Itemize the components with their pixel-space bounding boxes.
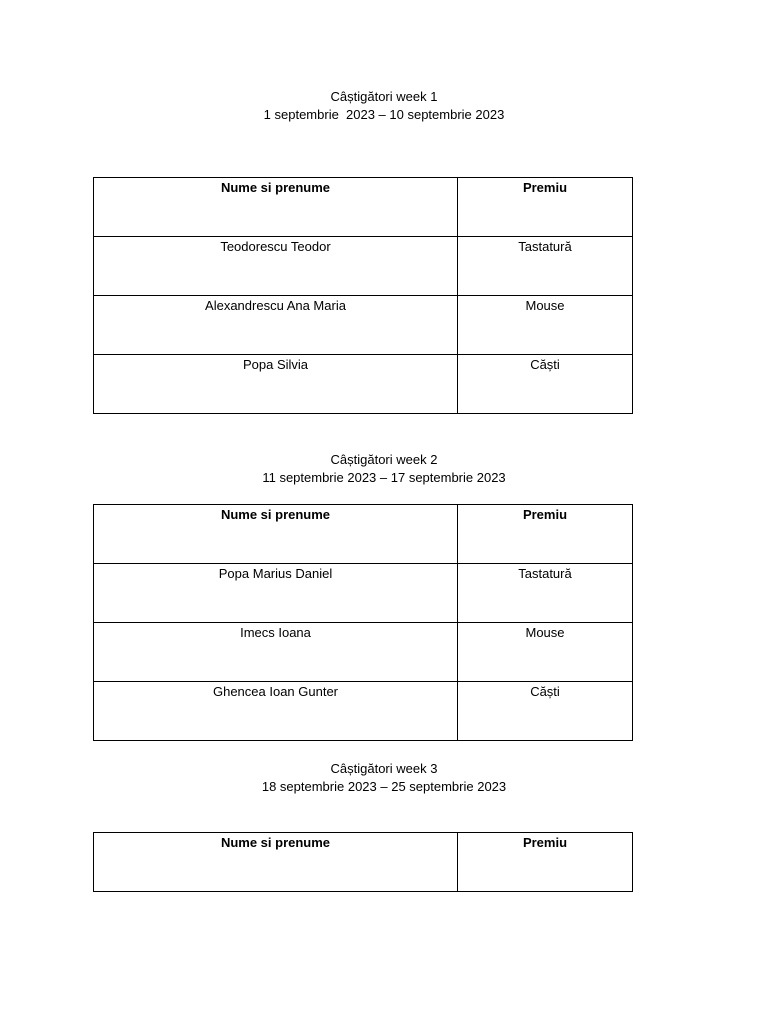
- name-column-header: Nume si prenume: [94, 505, 458, 564]
- prize-cell: Mouse: [458, 296, 633, 355]
- section-1-winners-table: [93, 177, 633, 414]
- prize-column-header: Premiu: [458, 178, 633, 237]
- table-row: [94, 564, 633, 623]
- table-row: [94, 296, 633, 355]
- prize-cell: Căști: [458, 355, 633, 414]
- prize-cell: Tastatură: [458, 237, 633, 296]
- table-row: [94, 237, 633, 296]
- winner-name-cell: Teodorescu Teodor: [94, 237, 458, 296]
- table-header-row: [94, 178, 633, 237]
- winner-name-cell: Alexandrescu Ana Maria: [94, 296, 458, 355]
- section-1-heading: [0, 88, 768, 124]
- section-2-heading: [0, 451, 768, 487]
- name-column-header: Nume si prenume: [94, 178, 458, 237]
- section-3-title: Câștigători week 3: [330, 761, 438, 776]
- winner-name-cell: Imecs Ioana: [94, 623, 458, 682]
- prize-cell: Căști: [458, 682, 633, 741]
- section-2-title: Câștigători week 2: [330, 452, 438, 467]
- prize-cell: Mouse: [458, 623, 633, 682]
- winner-name-cell: Ghencea Ioan Gunter: [94, 682, 458, 741]
- table-header-row: [94, 505, 633, 564]
- prize-column-header: Premiu: [458, 505, 633, 564]
- section-3-dates: 18 septembrie 2023 – 25 septembrie 2023: [261, 779, 507, 794]
- section-2-dates: 11 septembrie 2023 – 17 septembrie 2023: [262, 470, 506, 485]
- section-2-winners-table: [93, 504, 633, 741]
- prize-cell: Tastatură: [458, 564, 633, 623]
- table-row: [94, 682, 633, 741]
- section-3-winners-table: [93, 832, 633, 892]
- table-row: [94, 623, 633, 682]
- section-3-heading: [0, 760, 768, 796]
- prize-column-header: Premiu: [458, 833, 633, 892]
- section-1-title: Câștigători week 1: [330, 89, 438, 104]
- table-row: [94, 355, 633, 414]
- winner-name-cell: Popa Marius Daniel: [94, 564, 458, 623]
- winner-name-cell: Popa Silvia: [94, 355, 458, 414]
- table-header-row: [94, 833, 633, 892]
- name-column-header: Nume si prenume: [94, 833, 458, 892]
- section-1-dates: 1 septembrie 2023 – 10 septembrie 2023: [263, 107, 505, 122]
